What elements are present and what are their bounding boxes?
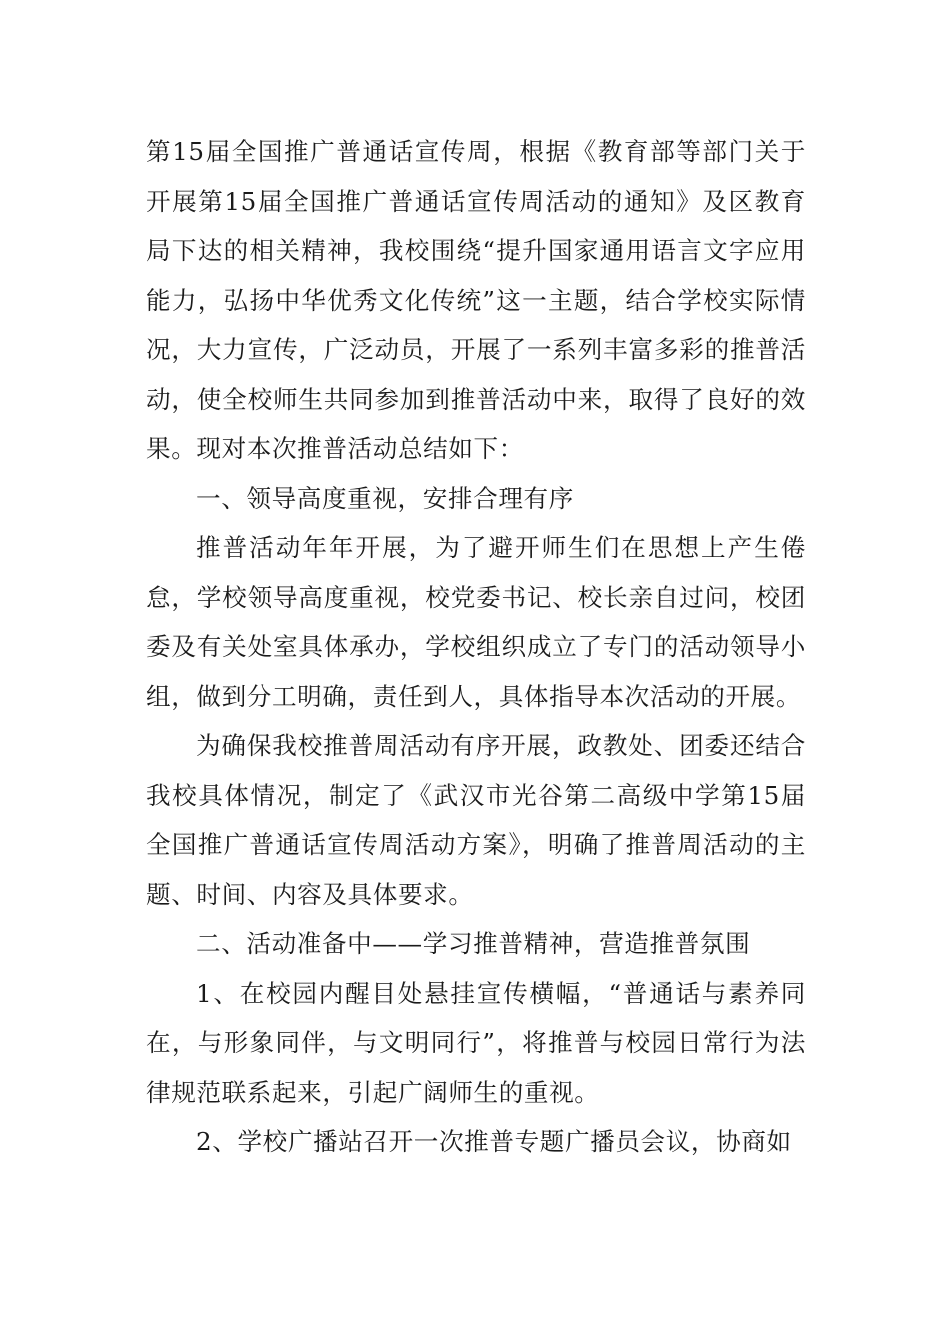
section-2-item-1: 1、在校园内醒目处悬挂宣传横幅，“普通话与素养同在，与形象同伴，与文明同行”，将推普与校园日常行为法律规范联系起来，引起广阔师生的重视。 <box>146 978 806 1107</box>
section-heading-1: 一、领导高度重视，安排合理有序 <box>196 483 574 513</box>
section-heading-2: 二、活动准备中——学习推普精神，营造推普氛围 <box>196 929 751 958</box>
document-body <box>146 127 806 1167</box>
section-1-paragraph-2: 为确保我校推普周活动有序开展，政教处、团委还结合我校具体情况，制定了《武汉市光谷第二高级中学第15届全国推广普通话宣传周活动方案》，明确了推普周活动的主题、时间、内容及具体要求。 <box>146 731 806 909</box>
intro-paragraph: 第15届全国推广普通话宣传周，根据《教育部等部门关于开展第15届全国推广普通话宣传周活动的通知》及区教育局下达的相关精神，我校围绕“提升国家通用语言文字应用能力，弘扬中华优秀文化传统”这一主题，结合学校实际情况，大力宣传，广泛动员，开展了一系列丰富多彩的推普活动，使全校师生共同参加到推普活动中来，取得了良好的效果。现对本次推普活动总结如下： <box>146 137 806 463</box>
section-2-item-2: 2、学校广播站召开一次推普专题广播员会议，协商如 <box>196 1127 792 1156</box>
section-1-paragraph-1: 推普活动年年开展，为了避开师生们在思想上产生倦怠，学校领导高度重视，校党委书记、校长亲自过问，校团委及有关处室具体承办，学校组织成立了专门的活动领导小组，做到分工明确，责任到人，具体指导本次活动的开展。 <box>146 533 806 711</box>
